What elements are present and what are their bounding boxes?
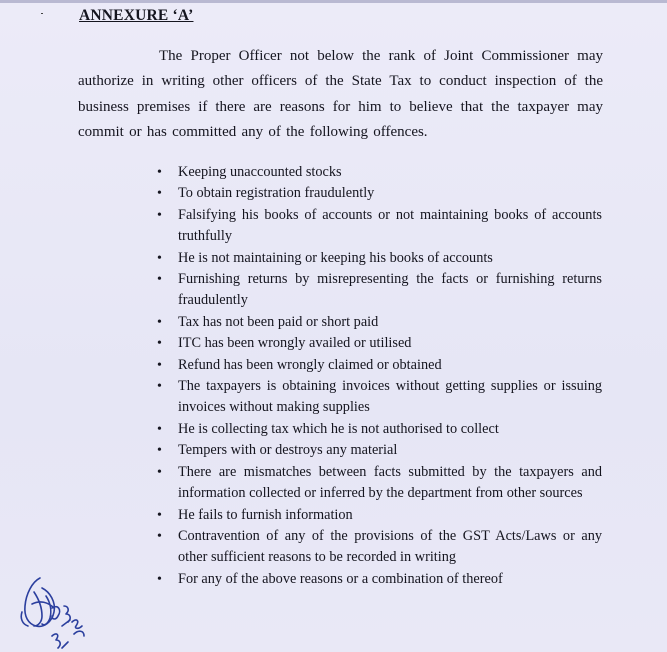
list-item: • Tax has not been paid or short paid [151, 312, 602, 333]
handwritten-signature [12, 568, 107, 652]
list-item: • For any of the above reasons or a combination of thereof [151, 569, 602, 590]
offence-list [151, 162, 602, 590]
list-item: • There are mismatches between facts submitted by the taxpayers and information collected or inferred by the department from other sources [151, 462, 602, 505]
list-item: • Furnishing returns by misrepresenting the facts or furnishing returns fraudulently [151, 269, 602, 312]
list-item: • ITC has been wrongly availed or utilised [151, 333, 602, 354]
scan-top-edge [0, 0, 667, 3]
list-item: • The taxpayers is obtaining invoices without getting supplies or issuing invoices without making supplies [151, 376, 602, 419]
list-item: • Refund has been wrongly claimed or obtained [151, 355, 602, 376]
list-item: • Contravention of any of the provisions of the GST Acts/Laws or any other sufficient reasons to be recorded in writing [151, 526, 602, 569]
list-item: • Falsifying his books of accounts or not maintaining books of accounts truthfully [151, 205, 602, 248]
list-item: • He is collecting tax which he is not authorised to collect [151, 419, 602, 440]
scan-mark [41, 13, 43, 14]
list-item: • Keeping unaccounted stocks [151, 162, 602, 183]
intro-paragraph: The Proper Officer not below the rank of Joint Commissioner may authorize in writing other officers of the State Tax to conduct inspection of the business premises if there are reasons for him to believe that the taxpayer may commit or has committed any of the following offences. [78, 48, 603, 140]
list-item: • He is not maintaining or keeping his books of accounts [151, 248, 602, 269]
list-item: • To obtain registration fraudulently [151, 183, 602, 204]
list-item: • Tempers with or destroys any material [151, 440, 602, 461]
annexure-heading: ANNEXURE ‘A’ [79, 7, 194, 24]
list-item: • He fails to furnish information [151, 505, 602, 526]
